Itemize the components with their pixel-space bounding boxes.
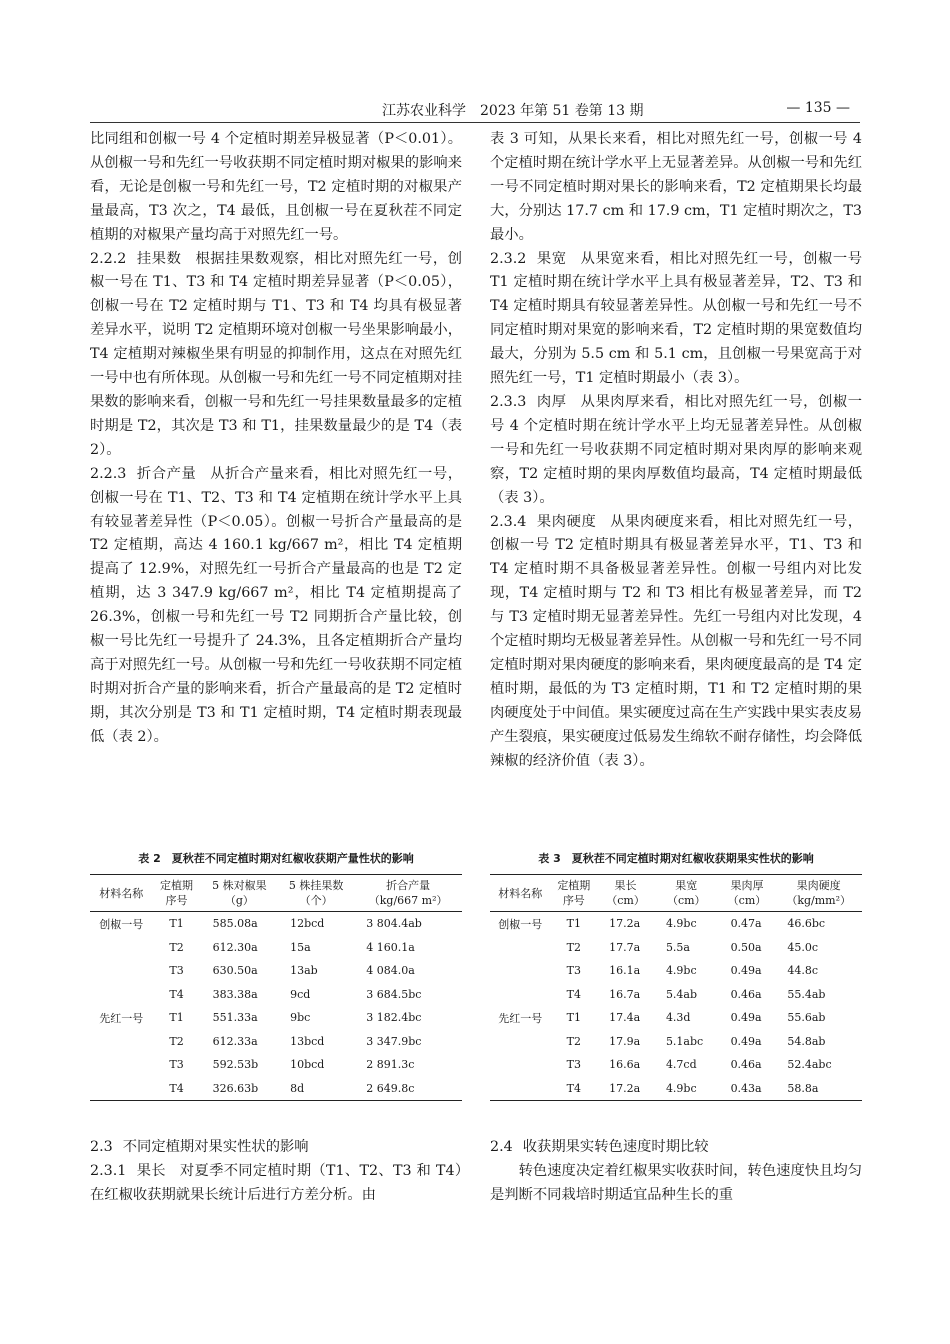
table-cell: 44.8c xyxy=(787,964,819,978)
table-row xyxy=(490,936,862,960)
section-2-3-1 xyxy=(90,1160,462,1208)
table-header-row xyxy=(90,875,462,912)
table-cell: T4 xyxy=(152,1077,200,1101)
table-cell: T1 xyxy=(566,917,581,931)
section-body: 从果肉厚来看，相比对照先红一号，创椒一号 4 个定植时期在统计学水平上均无显著差异性。从创椒一号和先红一号收获期不同定植时期对果肉厚的影响来观察，T2 定植时期的果肉厚数值均最高，T4 定植时期最低（表 3）。 xyxy=(490,393,862,506)
table-cell: 0.50a xyxy=(730,940,762,954)
table-cell: T3 xyxy=(566,964,581,978)
section-body: 对夏季不同定植时期（T1、T2、T3 和 T4）在红椒收获期就果长统计后进行方差分析。由 xyxy=(90,1162,463,1203)
table-cell: T2 xyxy=(169,1034,184,1048)
table-cell: 4.9bc xyxy=(665,964,697,978)
paragraph: 比同组和创椒一号 4 个定植时期差异极显著（P＜0.01）。从创椒一号和先红一号收获期不同定植时期对椒果的影响来看，无论是创椒一号和先红一号，T2 定植时期的对椒果产量最高，T3 次之，T4 最低，且创椒一号在夏秋茬不同定植期的对椒果产量均高于对照先红一号。 xyxy=(90,131,462,243)
table-cell: T1 xyxy=(566,1011,581,1025)
table-cell: T1 xyxy=(169,1011,184,1025)
section-2-3-3 xyxy=(490,391,862,511)
table-cell: T2 xyxy=(566,1034,581,1048)
running-header xyxy=(90,100,860,122)
table-cell: T2 xyxy=(566,940,581,954)
table-cell: 先红一号 xyxy=(498,1011,543,1025)
table-cell: 16.7a xyxy=(609,987,641,1001)
page-number: — 135 — xyxy=(786,100,850,116)
section-body: 根据挂果数观察，相比对照先红一号，创椒一号在 T1、T3 和 T4 定植时期差异显著（P＜0.05），创椒一号在 T2 定植时期与 T1、T3 和 T4 均具有极显著差异水平，说明 T2 定植期环境对创椒一号坐果影响最小，T4 定植期对辣椒坐果有明显的抑制作用，这点在对照先红一号中也有所体现。从创椒一号和先红一号不同定植期对挂果数的影响来看，创椒一号和先红一号挂果数量最多的定植时期是 T2，其次是 T3 和 T1，挂果数量最少的是 T4（表 2）。 xyxy=(90,250,463,458)
table-cell: 4.7cd xyxy=(665,1058,697,1072)
section-title: 折合产量 xyxy=(136,465,197,482)
table-row xyxy=(490,983,862,1007)
column-header: 定植期 序号 xyxy=(551,875,598,912)
table-cell: 58.8a xyxy=(775,1077,862,1101)
table-cell: 3 804.4ab xyxy=(366,917,422,931)
table-cell xyxy=(490,936,551,960)
table-cell: 16.6a xyxy=(609,1058,641,1072)
table-cell: 9bc xyxy=(290,1011,311,1025)
section-title: 果宽 xyxy=(536,250,567,267)
table-cell: 13ab xyxy=(290,964,318,978)
table-cell: 45.0c xyxy=(787,940,819,954)
table-cell: 创椒一号 xyxy=(99,917,144,931)
table-cell: T3 xyxy=(169,964,184,978)
table-row xyxy=(90,959,462,983)
table-row xyxy=(490,1077,862,1101)
table-cell: 创椒一号 xyxy=(498,917,543,931)
table-cell xyxy=(490,1030,551,1054)
paragraph: 转色速度决定着红椒果实收获时间，转色速度快且均匀是判断不同栽培时期适宜品种生长的重 xyxy=(490,1162,862,1203)
table-cell: 52.4abc xyxy=(787,1058,832,1072)
left-column-bottom xyxy=(90,1136,462,1208)
table-cell: T4 xyxy=(169,987,184,1001)
section-number: 2.3.4 xyxy=(490,513,527,530)
section-title: 收获期果实转色速度时期比较 xyxy=(522,1139,709,1155)
table-cell: 612.30a xyxy=(212,940,258,954)
column-header: 折合产量 （kg/667 m²） xyxy=(354,875,462,912)
table-3-caption: 表 3 夏秋茬不同定植时期对红椒收获期果实性状的影响 xyxy=(538,852,814,865)
table-row xyxy=(490,1030,862,1054)
table-cell xyxy=(90,936,152,960)
table-cell: 13bcd xyxy=(290,1034,325,1048)
table-cell: 9cd xyxy=(290,987,311,1001)
column-header: 果长 （cm） xyxy=(597,875,654,912)
table-cell xyxy=(90,983,152,1007)
table-cell: 630.50a xyxy=(212,964,258,978)
right-column xyxy=(490,128,862,773)
table-cell: 0.49a xyxy=(730,1034,762,1048)
paragraph: 表 3 可知，从果长来看，相比对照先红一号，创椒一号 4 个定植时期在统计学水平上无显著差异。从创椒一号和先红一号不同定植时期对果长的影响来看，T2 定植期果长均最大，分别达 17.7 cm 和 17.9 cm，T1 定植时期次之，T3 最小。 xyxy=(490,131,862,243)
table-row xyxy=(90,1077,462,1101)
column-header: 果肉厚 （cm） xyxy=(719,875,776,912)
table-cell: 0.46a xyxy=(730,1058,762,1072)
section-number: 2.3.1 xyxy=(90,1162,127,1179)
table-cell: 4.9bc xyxy=(665,917,697,931)
table-cell: T2 xyxy=(169,940,184,954)
section-2-2-3 xyxy=(90,463,462,750)
table-cell: 612.33a xyxy=(212,1034,258,1048)
table-cell: 3 182.4bc xyxy=(366,1011,422,1025)
section-number: 2.4 xyxy=(490,1139,513,1155)
table-cell: T4 xyxy=(551,1077,598,1101)
column-header: 果宽 （cm） xyxy=(654,875,719,912)
table-cell: 0.49a xyxy=(730,964,762,978)
table-row xyxy=(90,1053,462,1077)
table-cell: 326.63b xyxy=(201,1077,278,1101)
section-number: 2.3.2 xyxy=(490,250,527,267)
table-cell: 10bcd xyxy=(290,1058,325,1072)
table-row xyxy=(490,912,862,936)
table-cell: 先红一号 xyxy=(99,1011,144,1025)
table-2 xyxy=(90,874,462,1101)
table-cell xyxy=(90,1030,152,1054)
table-cell: 4 084.0a xyxy=(366,964,415,978)
table-cell: 0.49a xyxy=(730,1011,762,1025)
table-cell: 4 160.1a xyxy=(366,940,415,954)
section-body: 从果肉硬度来看，相比对照先红一号，创椒一号 T2 定植时期具有极显著差异水平，T1、T3 和 T4 定植时期不具备极显著差异性。创椒一号组内对比发现，T4 定植时期与 T2 和 T3 相比有极显著差异，而 T2 与 T3 定植时期无显著差异性。先红一号组内对比发现，4 个定植时期均无极显著差异性。从创椒一号和先红一号不同定植时期对果肉硬度的影响来看，果肉硬度最高的是 T4 定植时期，最低的为 T3 定植时期，T1 和 T2 定植时期的果肉硬度处于中间值。果实硬度过高在生产实践中果实表皮易产生裂痕，果实硬度过低易发生绵软不耐存储性，均会降低辣椒的经济价值（表 3）。 xyxy=(490,513,863,769)
table-cell: 17.4a xyxy=(609,1011,641,1025)
section-body: 从果宽来看，相比对照先红一号，创椒一号 T1 定植时期在统计学水平上具有极显著差异，T2、T3 和 T4 定植时期具有较显著差异性。从创椒一号和先红一号不同定植时期对果宽的影响来看，T2 定植时期的果宽数值均最大，分别为 5.5 cm 和 5.1 cm，且创椒一号果宽高于对照先红一号，T1 定植时期最小（表 3）。 xyxy=(490,250,862,387)
section-number: 2.2.3 xyxy=(90,465,127,482)
table-row xyxy=(90,1030,462,1054)
table-cell: 17.7a xyxy=(609,940,641,954)
table-cell: 2 891.3c xyxy=(366,1058,415,1072)
table-cell xyxy=(90,959,152,983)
table-cell: 8d xyxy=(278,1077,354,1101)
table-row xyxy=(490,959,862,983)
table-cell: 17.2a xyxy=(597,1077,654,1101)
table-row xyxy=(90,1006,462,1030)
table-cell xyxy=(490,983,551,1007)
table-cell: 54.8ab xyxy=(787,1034,826,1048)
table-cell: 2 649.8c xyxy=(354,1077,462,1101)
right-column-bottom xyxy=(490,1136,862,1208)
section-title: 肉厚 xyxy=(536,393,567,410)
column-header: 材料名称 xyxy=(490,875,551,912)
table-row xyxy=(90,912,462,936)
section-2-2-2 xyxy=(90,248,462,463)
table-row xyxy=(90,936,462,960)
table-row xyxy=(490,1053,862,1077)
table-cell: 5.4ab xyxy=(665,987,698,1001)
table-cell: 12bcd xyxy=(290,917,325,931)
section-title: 果长 xyxy=(136,1162,166,1179)
table-row xyxy=(490,1006,862,1030)
column-header: 材料名称 xyxy=(90,875,152,912)
table-cell: 16.1a xyxy=(609,964,641,978)
section-title: 挂果数 xyxy=(136,250,182,267)
section-number: 2.3.3 xyxy=(490,393,527,410)
table-cell: 585.08a xyxy=(212,917,258,931)
table-cell: 55.6ab xyxy=(787,1011,826,1025)
table-cell: 0.43a xyxy=(719,1077,776,1101)
section-number: 2.2.2 xyxy=(90,250,127,267)
table-cell: 46.6bc xyxy=(787,917,826,931)
table-cell xyxy=(490,959,551,983)
table-cell: 383.38a xyxy=(212,987,258,1001)
table-2-caption: 表 2 夏秋茬不同定植时期对红椒收获期产量性状的影响 xyxy=(138,852,414,865)
table-3 xyxy=(490,874,862,1101)
table-cell: 3 684.5bc xyxy=(366,987,422,1001)
table-row xyxy=(90,983,462,1007)
table-cell xyxy=(490,1053,551,1077)
table-cell xyxy=(90,1077,152,1101)
section-body: 从折合产量来看，相比对照先红一号，创椒一号在 T1、T2、T3 和 T4 定植期在统计学水平上具有较显著差异性（P＜0.05）。创椒一号折合产量最高的是 T2 定植期，高达 4 160.1 kg/667 m²，相比 T4 定植期提高了 12.9%，对照先红一号折合产量最高的也是 T2 定植期，达 3 347.9 kg/667 m²，相比 T4 定植期提高了 26.3%，创椒一号和先红一号 T2 同期折合产量比较，创椒一号比先红一号提升了 24.3%，且各定植期折合产量均高于对照先红一号。从创椒一号和先红一号收获期不同定植时期对折合产量的影响来看，折合产量最高的是 T2 定植时期，其次分别是 T3 和 T1 定植时期，T4 定植时期表现最低（表 2）。 xyxy=(90,465,463,745)
table-cell: 0.46a xyxy=(730,987,762,1001)
journal-title: 江苏农业科学 2023 年第 51 卷第 13 期 xyxy=(382,103,644,119)
table-cell: 0.47a xyxy=(730,917,762,931)
section-title: 不同定植期对果实性状的影响 xyxy=(122,1139,309,1155)
section-title: 果肉硬度 xyxy=(536,513,597,530)
table-cell xyxy=(90,1053,152,1077)
column-header: 定植期 序号 xyxy=(152,875,200,912)
table-cell xyxy=(490,1077,551,1101)
table-cell: T4 xyxy=(566,987,581,1001)
table-cell: 55.4ab xyxy=(787,987,826,1001)
table-cell: 4.9bc xyxy=(654,1077,719,1101)
table-cell: T3 xyxy=(169,1058,184,1072)
section-2-4 xyxy=(490,1136,862,1160)
header-rule xyxy=(90,122,860,123)
table-cell: 3 347.9bc xyxy=(366,1034,422,1048)
section-number: 2.3 xyxy=(90,1139,113,1155)
table-cell: 4.3d xyxy=(665,1011,691,1025)
section-2-3-2 xyxy=(490,248,862,391)
table-header-row xyxy=(490,875,862,912)
table-cell: 551.33a xyxy=(212,1011,258,1025)
table-cell: T1 xyxy=(169,917,184,931)
table-cell: T3 xyxy=(566,1058,581,1072)
table-cell: 17.2a xyxy=(609,917,641,931)
section-2-3 xyxy=(90,1136,462,1160)
table-cell: 592.53b xyxy=(212,1058,259,1072)
table-cell: 5.5a xyxy=(665,940,690,954)
table-cell: 17.9a xyxy=(609,1034,641,1048)
column-header: 果肉硬度 （kg/mm²） xyxy=(775,875,862,912)
column-header: 5 株对椒果 （g） xyxy=(201,875,278,912)
column-header: 5 株挂果数 （个） xyxy=(278,875,354,912)
table-cell: 5.1abc xyxy=(665,1034,704,1048)
left-column xyxy=(90,128,462,750)
table-cell: 15a xyxy=(290,940,311,954)
section-2-3-4 xyxy=(490,511,862,774)
